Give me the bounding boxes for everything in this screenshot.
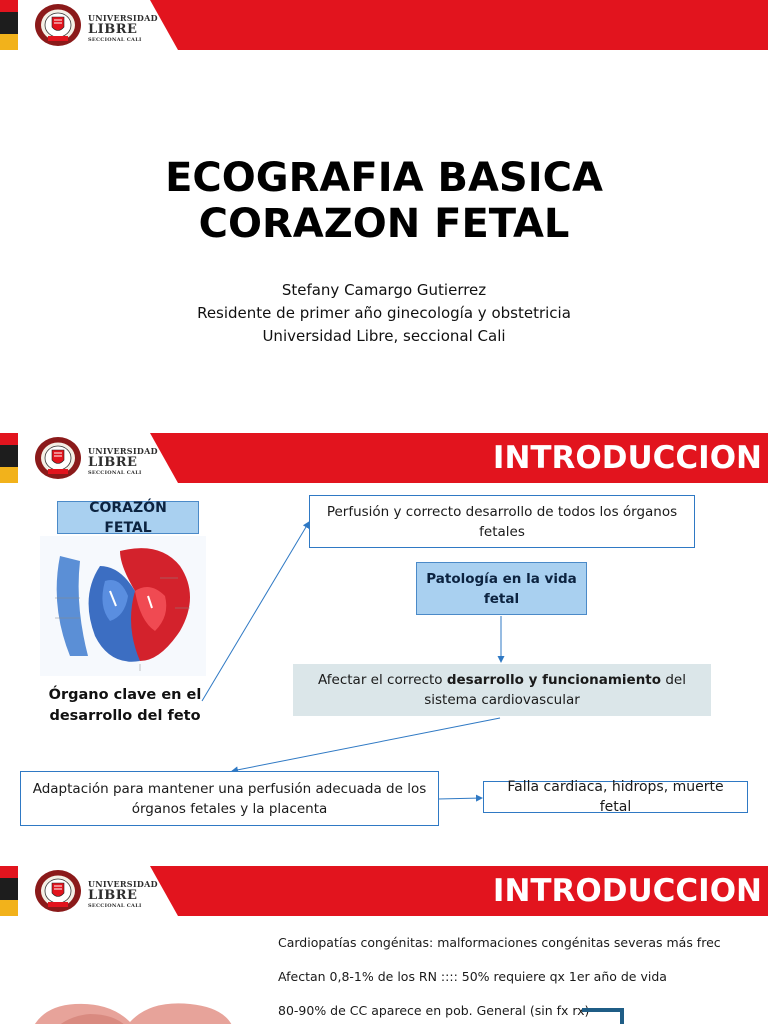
- slide-header: [0, 866, 768, 916]
- arrow-afectar-to-adaptacion: [232, 718, 500, 771]
- perfusion-box: Perfusión y correcto desarrollo de todos los órganos fetales: [309, 495, 695, 548]
- color-stripe-gold: [0, 34, 18, 50]
- afectar-text-pre: Afectar el correcto: [318, 672, 447, 688]
- university-name-line2: LIBRE: [88, 455, 138, 470]
- university-name-line1: UNIVERSIDAD: [88, 446, 158, 456]
- color-stripe-red: [0, 866, 18, 878]
- afectar-text-post: del sistema cardiovascular: [424, 672, 686, 708]
- slide-heading: INTRODUCCION: [492, 873, 762, 909]
- author-role: Residente de primer año ginecología y obstetricia: [197, 304, 571, 322]
- header-red-band: [150, 0, 768, 50]
- falla-box: Falla cardiaca, hidrops, muerte fetal: [483, 781, 748, 813]
- bullet-item: 80-90% de CC aparece en pob. General (sin fx rx): [278, 1003, 590, 1018]
- bullet-list: [278, 934, 721, 1024]
- patologia-box: Patología en la vida fetal: [416, 562, 587, 615]
- university-name-line2: LIBRE: [88, 22, 138, 37]
- slide-header: [0, 0, 768, 50]
- bullet-item: Afectan 0,8-1% de los RN :::: 50% requiere qx 1er año de vida: [278, 969, 667, 984]
- author-block: [0, 279, 768, 348]
- color-stripe-gold: [0, 900, 18, 916]
- fetal-heart-illustration: [40, 536, 206, 676]
- title-line-2: CORAZON FETAL: [198, 201, 570, 247]
- color-stripe-red: [0, 0, 18, 12]
- corazon-fetal-label: CORAZÓN FETAL: [57, 501, 199, 534]
- arrow-adaptacion-to-falla: [438, 798, 482, 799]
- university-seal-logo: [34, 869, 82, 913]
- university-name: [88, 14, 158, 43]
- adaptacion-box: Adaptación para mantener una perfusión adecuada de los órganos fetales y la placenta: [20, 771, 439, 826]
- university-seal-logo: [34, 3, 82, 47]
- heart-caption: Órgano clave en el desarrollo del feto: [48, 687, 202, 724]
- university-name: [88, 880, 158, 909]
- color-stripe-black: [0, 878, 18, 900]
- university-name-line2: LIBRE: [88, 888, 138, 903]
- heart-photo: [20, 994, 240, 1024]
- university-name-line3: SECCIONAL CALI: [88, 903, 142, 909]
- slide-introduccion-2: [0, 866, 768, 1024]
- university-name-line3: SECCIONAL CALI: [88, 37, 142, 43]
- author-name: Stefany Camargo Gutierrez: [281, 281, 487, 299]
- university-name-line3: SECCIONAL CALI: [88, 470, 142, 476]
- author-institution: Universidad Libre, seccional Cali: [262, 327, 506, 345]
- slide-introduccion-1: [0, 433, 768, 843]
- afectar-box: [293, 664, 711, 716]
- slide-title: [0, 0, 768, 410]
- afectar-text: [299, 670, 705, 710]
- bullet-item: Cardiopatías congénitas: malformaciones congénitas severas más frec: [278, 935, 721, 950]
- university-name-line1: UNIVERSIDAD: [88, 879, 158, 889]
- bracket-connector: [582, 1008, 624, 1024]
- slide-heading: INTRODUCCION: [492, 440, 762, 476]
- afectar-text-bold: desarrollo y funcionamiento: [446, 672, 662, 688]
- title-line-1: ECOGRAFIA BASICA: [165, 155, 603, 201]
- color-stripe-black: [0, 12, 18, 34]
- presentation-title: [0, 155, 768, 247]
- university-name-line1: UNIVERSIDAD: [88, 13, 158, 23]
